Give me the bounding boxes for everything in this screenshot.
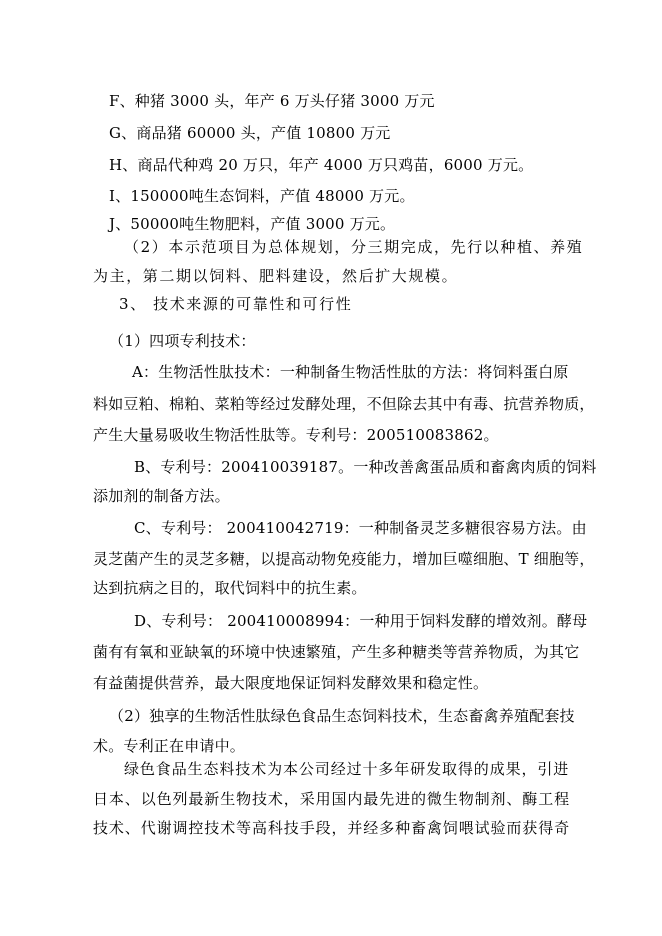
green-food-line-1: 绿色食品生态料技术为本公司经过十多年研发取得的成果，引进 [124,760,570,778]
item-f: F、种猪 3000 头，年产 6 万头仔猪 3000 万元 [109,92,435,110]
patent-a-line-1: A：生物活性肽技术：一种制备生物活性肽的方法：将饲料蛋白原 [132,363,569,381]
green-food-line-3: 技术、代谢调控技术等高科技手段，并经多种畜禽饲喂试验而获得奇 [93,819,571,837]
plan-line-1: （2）本示范项目为总体规划，分三期完成，先行以种植、养殖 [124,238,584,256]
patent-a-line-2: 料如豆粕、棉粕、菜粕等经过发酵处理，不但除去其中有毒、抗营养物质， [93,395,595,413]
item-h: H、商品代种鸡 20 万只，年产 4000 万只鸡苗，6000 万元。 [109,156,534,174]
patent-c-line-1: C、专利号： 200410042719：一种制备灵芝多糖很容易方法。由 [134,519,587,537]
section-heading: 3、 技术来源的可靠性和可行性 [119,295,353,313]
green-food-line-2: 日本、以色列最新生物技术，采用国内最先进的微生物制剂、酶工程 [93,790,571,808]
item-i: I、150000吨生态饲料，产值 48000 万元。 [109,187,415,205]
patent-d-line-3: 有益菌提供营养，最大限度地保证饲料发酵效果和稳定性。 [93,674,489,692]
patents-heading: （1）四项专利技术： [109,332,256,350]
exclusive-line-1: （2）独享的生物活性肽绿色食品生态饲料技术，生态畜禽养殖配套技 [109,707,575,725]
patent-d-line-2: 菌有有氧和亚缺氧的环境中快速繁殖，产生多种糖类等营养物质，为其它 [93,643,580,661]
exclusive-line-2: 术。专利正在申请中。 [93,737,246,755]
patent-b-line-2: 添加剂的制备方法。 [93,487,230,505]
patent-c-line-2: 灵芝菌产生的灵芝多糖，以提高动物免疫能力，增加巨噬细胞、T 细胞等， [93,550,595,568]
patent-c-line-3: 达到抗病之目的，取代饲料中的抗生素。 [93,579,367,597]
patent-b-line-1: B、专利号：200410039187。一种改善禽蛋品质和畜禽肉质的饲料 [134,458,597,476]
plan-line-2: 为主，第二期以饲料、肥料建设，然后扩大规模。 [93,267,459,285]
item-g: G、商品猪 60000 头，产值 10800 万元 [109,124,391,142]
patent-d-line-1: D、专利号： 200410008994：一种用于饲料发酵的增效剂。酵母 [134,612,588,630]
item-j: J、50000吨生物肥料，产值 3000 万元。 [109,215,396,233]
patent-a-line-3: 产生大量易吸收生物活性肽等。专利号：200510083862。 [93,426,499,444]
